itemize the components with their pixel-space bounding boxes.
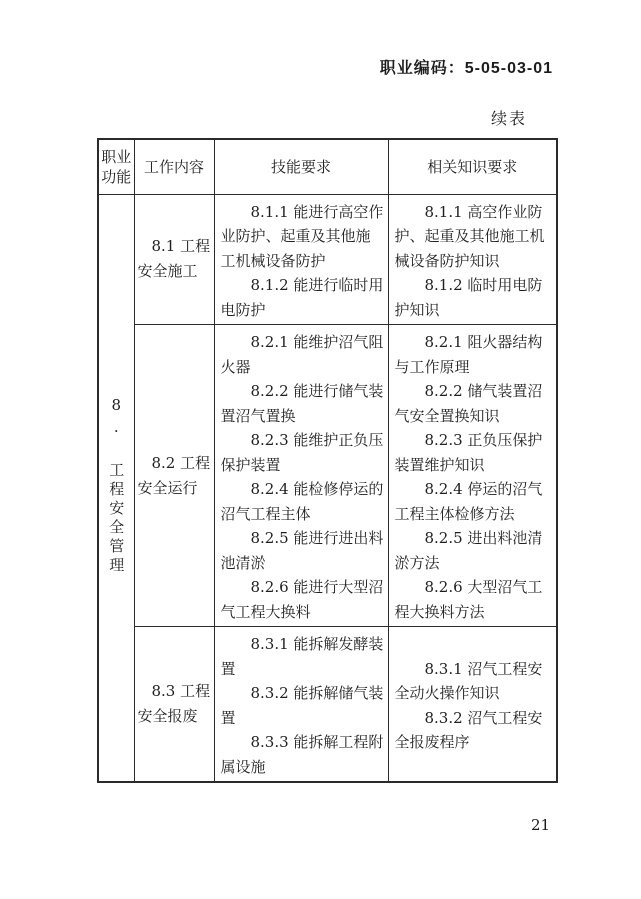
header-knowledge-requirements: 相关知识要求 xyxy=(388,139,557,194)
skill-item: 8.3.3 能拆解工程附属设施 xyxy=(220,733,384,776)
work-content-text: 8.1 工程安全施工 xyxy=(137,237,211,281)
occupational-function-cell xyxy=(98,194,134,782)
work-content-cell xyxy=(134,627,214,783)
skill-item: 8.1.2 能进行临时用电防护 xyxy=(220,276,384,319)
knowledge-cell xyxy=(388,627,557,783)
skill-item: 8.1.1 能进行高空作业防护、起重及其他施工机械设备防护 xyxy=(220,202,384,270)
function-label: 8. 工程安全管理 xyxy=(107,395,126,576)
knowledge-item: 8.1.2 临时用电防护知识 xyxy=(394,276,543,319)
skill-item: 8.2.5 能进行进出料池清淤 xyxy=(220,529,384,572)
header-work-content: 工作内容 xyxy=(134,139,214,194)
knowledge-cell xyxy=(388,194,557,325)
work-content-cell xyxy=(134,194,214,325)
knowledge-item: 8.2.1 阻火器结构与工作原理 xyxy=(394,333,543,376)
skill-item: 8.2.4 能检修停运的沼气工程主体 xyxy=(220,480,384,523)
skill-item: 8.2.6 能进行大型沼气工程大换料 xyxy=(220,578,384,621)
skill-item: 8.2.1 能维护沼气阻火器 xyxy=(220,333,384,376)
skill-item: 8.3.1 能拆解发酵装置 xyxy=(220,635,384,678)
skill-item: 8.2.2 能进行储气装置沼气置换 xyxy=(220,382,384,425)
knowledge-item: 8.2.2 储气装置沼气安全置换知识 xyxy=(394,382,543,425)
knowledge-item: 8.3.1 沼气工程安全动火操作知识 xyxy=(394,659,543,702)
header-skill-requirements: 技能要求 xyxy=(214,139,388,194)
continued-table-label: 续表 xyxy=(490,109,527,128)
skills-cell xyxy=(214,194,388,325)
page-number: 21 xyxy=(531,816,551,834)
knowledge-item: 8.2.3 正负压保护装置维护知识 xyxy=(394,431,543,474)
skill-item: 8.2.3 能维护正负压保护装置 xyxy=(220,431,384,474)
header-occupational-function: 职业功能 xyxy=(98,139,134,194)
knowledge-item: 8.2.4 停运的沼气工程主体检修方法 xyxy=(394,480,543,523)
knowledge-item: 8.3.2 沼气工程安全报废程序 xyxy=(394,708,543,751)
table-row xyxy=(98,325,557,627)
work-content-text: 8.2 工程安全运行 xyxy=(137,453,211,497)
knowledge-item: 8.2.6 大型沼气工程大换料方法 xyxy=(394,578,543,621)
skills-cell xyxy=(214,325,388,627)
table-row xyxy=(98,194,557,325)
skills-cell xyxy=(214,627,388,783)
occupation-code-label: 职业编码：5-05-03-01 xyxy=(379,60,553,77)
knowledge-cell xyxy=(388,325,557,627)
table-row xyxy=(98,627,557,783)
table-header-row xyxy=(98,139,557,194)
work-content-text: 8.3 工程安全报废 xyxy=(137,682,211,725)
skill-standard-table xyxy=(97,138,558,783)
knowledge-item: 8.2.5 进出料池清淤方法 xyxy=(394,529,543,572)
skill-item: 8.3.2 能拆解储气装置 xyxy=(220,684,384,727)
work-content-cell xyxy=(134,325,214,627)
knowledge-item: 8.1.1 高空作业防护、起重及其他施工机械设备防护知识 xyxy=(394,202,545,270)
